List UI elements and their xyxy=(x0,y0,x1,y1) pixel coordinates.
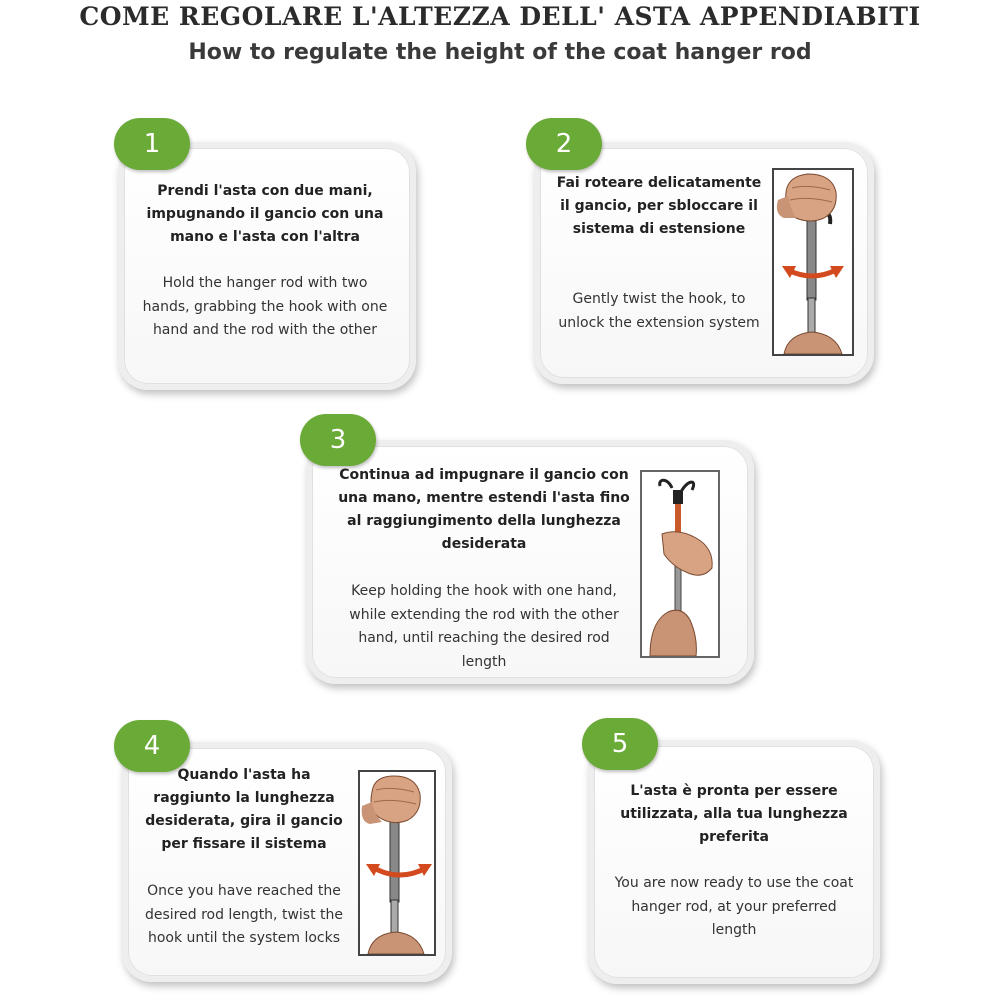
rotation-arrow-icon xyxy=(374,868,426,875)
page-title-italian: COME REGOLARE L'ALTEZZA DELL' ASTA APPENDIABITI xyxy=(79,2,921,31)
step-5-text-english: You are now ready to use the coat hanger rod, at your preferred length xyxy=(614,875,854,938)
step-number-badge-1: 1 xyxy=(114,118,190,170)
page-title-english: How to regulate the height of the coat hanger rod xyxy=(188,40,812,65)
hook-icon xyxy=(660,480,672,488)
bottom-hand-icon xyxy=(784,332,842,354)
step-1-text-italian: Prendi l'asta con due mani, impugnando il gancio con una mano e l'asta con l'altra xyxy=(146,183,384,245)
step-1-text-english: Hold the hanger rod with two hands, grabbing the hook with one hand and the rod with the other xyxy=(142,275,388,338)
step-number-badge-3: 3 xyxy=(300,414,376,466)
step-number-badge-5: 5 xyxy=(582,718,658,770)
hand-icon xyxy=(662,532,712,575)
fist-icon xyxy=(371,776,420,823)
rod-upper-icon xyxy=(390,816,399,902)
step-2-text-italian: Fai roteare delicatamente il gancio, per sbloccare il sistema di estensione xyxy=(556,175,762,237)
bottom-hand-icon xyxy=(650,610,696,656)
step-3-photo-extending-rod xyxy=(640,470,720,658)
step-2-text-english: Gently twist the hook, to unlock the extension system xyxy=(558,291,760,331)
step-card-5 xyxy=(588,740,880,984)
step-number-badge-2: 2 xyxy=(526,118,602,170)
step-3-text-english: Keep holding the hook with one hand, while extending the rod with the other hand, until reaching the desired rod length xyxy=(349,583,619,670)
step-number-badge-4: 4 xyxy=(114,720,190,772)
bottom-hand-icon xyxy=(368,932,424,954)
rod-upper-icon xyxy=(807,210,816,300)
step-4-text-italian: Quando l'asta ha raggiunto la lunghezza desiderata, gira il gancio per fissare il sistema xyxy=(145,767,343,852)
step-3-text-italian: Continua ad impugnare il gancio con una mano, mentre estendi l'asta fino al raggiungimento della lunghezza desiderata xyxy=(338,467,630,552)
step-5-text-italian: L'asta è pronta per essere utilizzata, alla tua lunghezza preferita xyxy=(620,783,848,845)
step-4-text-english: Once you have reached the desired rod length, twist the hook until the system locks xyxy=(145,883,343,946)
step-4-photo-locking-rod xyxy=(358,770,436,956)
step-2-photo-twisting-hook xyxy=(772,168,854,356)
